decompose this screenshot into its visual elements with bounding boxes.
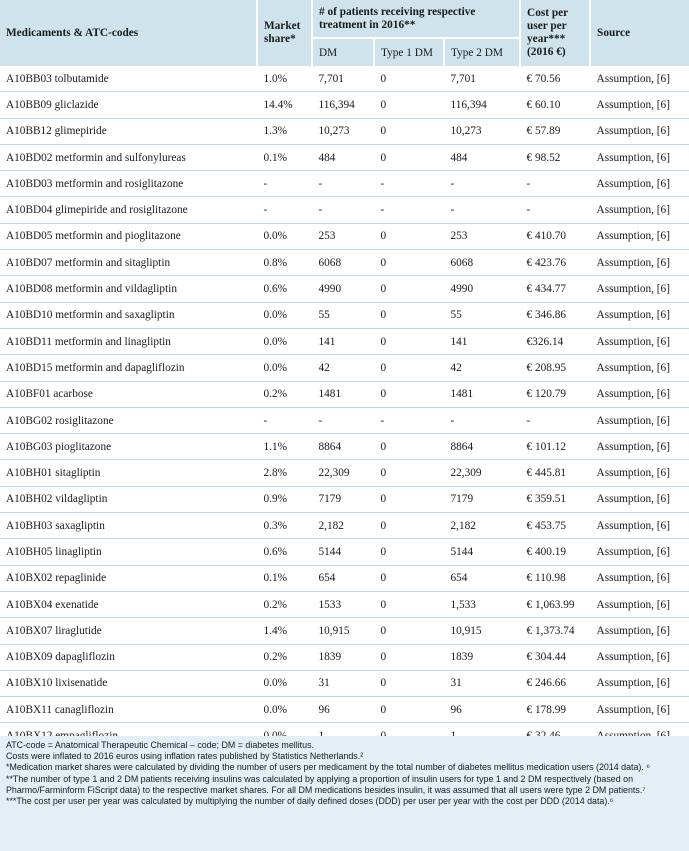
cell-market-share: 0.0% xyxy=(257,302,312,328)
cell-dm-patients: - xyxy=(312,171,374,197)
cell-medicament: A10BB03 tolbutamide xyxy=(0,66,257,92)
cell-type1-patients: - xyxy=(374,407,444,433)
table-row xyxy=(0,670,689,696)
cell-dm-patients: 654 xyxy=(312,565,374,591)
cell-cost: - xyxy=(520,171,590,197)
cell-source: Assumption, [6] xyxy=(590,223,689,249)
cell-dm-patients: 10,915 xyxy=(312,618,374,644)
subheader-type2: Type 2 DM xyxy=(444,38,520,66)
table-row xyxy=(0,355,689,381)
table-row xyxy=(0,460,689,486)
cell-market-share: - xyxy=(257,171,312,197)
cell-source: Assumption, [6] xyxy=(590,644,689,670)
header-source: Source xyxy=(590,0,689,66)
table-row xyxy=(0,591,689,617)
cell-cost: € 1,373.74 xyxy=(520,618,590,644)
cell-market-share: 0.9% xyxy=(257,486,312,512)
cell-medicament: A10BX04 exenatide xyxy=(0,591,257,617)
cell-market-share: 0.0% xyxy=(257,355,312,381)
table-row xyxy=(0,486,689,512)
cell-cost: € 178.99 xyxy=(520,697,590,723)
footnote-market-share: *Medication market shares were calculated by dividing the number of users per medicament by the total number of diabetes mellitus medication users (2014 data). ⁶ xyxy=(6,762,650,773)
table-row xyxy=(0,302,689,328)
cell-cost: € 453.75 xyxy=(520,513,590,539)
cell-medicament: A10BD15 metformin and dapagliflozin xyxy=(0,355,257,381)
table-row xyxy=(0,618,689,644)
cell-source: Assumption, [6] xyxy=(590,355,689,381)
cell-type1-patients: - xyxy=(374,171,444,197)
table-row xyxy=(0,92,689,118)
cell-dm-patients: 6068 xyxy=(312,250,374,276)
cell-type2-patients: 8864 xyxy=(444,434,520,460)
cell-source: Assumption, [6] xyxy=(590,565,689,591)
cell-type1-patients: 0 xyxy=(374,670,444,696)
cell-type2-patients: 96 xyxy=(444,697,520,723)
table-row xyxy=(0,66,689,92)
cell-source: Assumption, [6] xyxy=(590,381,689,407)
footnote-cost: ***The cost per user per year was calculated by multiplying the number of daily defined doses (DDD) per user per year with the cost per DDD (2014 data).⁶ xyxy=(6,796,614,807)
cell-market-share: 0.2% xyxy=(257,381,312,407)
cell-source: Assumption, [6] xyxy=(590,66,689,92)
cell-source: Assumption, [6] xyxy=(590,697,689,723)
cell-medicament: A10BH02 vildagliptin xyxy=(0,486,257,512)
cell-type2-patients: - xyxy=(444,407,520,433)
cell-market-share: 0.0% xyxy=(257,223,312,249)
table-row xyxy=(0,144,689,170)
cell-type2-patients: 141 xyxy=(444,328,520,354)
cell-dm-patients: 22,309 xyxy=(312,460,374,486)
cell-medicament: A10BB12 glimepiride xyxy=(0,118,257,144)
cell-type2-patients: 7179 xyxy=(444,486,520,512)
table-row xyxy=(0,697,689,723)
cell-type1-patients: 0 xyxy=(374,92,444,118)
cell-medicament: A10BG02 rosiglitazone xyxy=(0,407,257,433)
cell-type2-patients: 253 xyxy=(444,223,520,249)
table-row xyxy=(0,328,689,354)
cell-type1-patients: 0 xyxy=(374,355,444,381)
cell-cost: € 346.86 xyxy=(520,302,590,328)
cell-medicament: A10BX11 canagliflozin xyxy=(0,697,257,723)
table-footnotes xyxy=(0,736,689,851)
table-row xyxy=(0,171,689,197)
cell-type1-patients: 0 xyxy=(374,223,444,249)
cell-source: Assumption, [6] xyxy=(590,670,689,696)
cell-type1-patients: 0 xyxy=(374,618,444,644)
cell-dm-patients: 484 xyxy=(312,144,374,170)
subheader-dm: DM xyxy=(312,38,374,66)
cell-dm-patients: 2,182 xyxy=(312,513,374,539)
cell-dm-patients: - xyxy=(312,407,374,433)
header-market-share: Market share* xyxy=(257,0,312,66)
cell-cost: € 208.95 xyxy=(520,355,590,381)
cell-type2-patients: 22,309 xyxy=(444,460,520,486)
cell-source: Assumption, [6] xyxy=(590,144,689,170)
cell-market-share: 2.8% xyxy=(257,460,312,486)
table-row xyxy=(0,407,689,433)
cell-type1-patients: 0 xyxy=(374,276,444,302)
cell-market-share: 0.0% xyxy=(257,670,312,696)
cell-dm-patients: 31 xyxy=(312,670,374,696)
cell-cost: € 70.56 xyxy=(520,66,590,92)
cell-type1-patients: 0 xyxy=(374,697,444,723)
cell-market-share: - xyxy=(257,197,312,223)
cell-type2-patients: 10,273 xyxy=(444,118,520,144)
table-row xyxy=(0,644,689,670)
cell-type1-patients: 0 xyxy=(374,565,444,591)
cell-medicament: A10BX10 lixisenatide xyxy=(0,670,257,696)
cell-medicament: A10BD05 metformin and pioglitazone xyxy=(0,223,257,249)
header-patients: # of patients receiving respective treatment in 2016** xyxy=(312,0,520,38)
table-row xyxy=(0,434,689,460)
cell-market-share: 0.6% xyxy=(257,539,312,565)
cell-market-share: 1.3% xyxy=(257,118,312,144)
cell-medicament: A10BB09 gliclazide xyxy=(0,92,257,118)
cell-type2-patients: 31 xyxy=(444,670,520,696)
table-row xyxy=(0,565,689,591)
cell-market-share: 0.0% xyxy=(257,697,312,723)
cell-type2-patients: 42 xyxy=(444,355,520,381)
table-row xyxy=(0,276,689,302)
cell-source: Assumption, [6] xyxy=(590,276,689,302)
subheader-type1: Type 1 DM xyxy=(374,38,444,66)
cell-type1-patients: 0 xyxy=(374,513,444,539)
cell-medicament: A10BG03 pioglitazone xyxy=(0,434,257,460)
table-row xyxy=(0,250,689,276)
cell-market-share: 0.0% xyxy=(257,328,312,354)
footnote-abbreviations: ATC-code = Anatomical Therapeutic Chemical – code; DM = diabetes mellitus. xyxy=(6,740,314,750)
cell-type1-patients: 0 xyxy=(374,486,444,512)
cell-type2-patients: 5144 xyxy=(444,539,520,565)
cell-dm-patients: 141 xyxy=(312,328,374,354)
cell-medicament: A10BD11 metformin and linagliptin xyxy=(0,328,257,354)
cell-market-share: 1.0% xyxy=(257,66,312,92)
cell-cost: € 57.89 xyxy=(520,118,590,144)
cell-cost: € 423.76 xyxy=(520,250,590,276)
cell-medicament: A10BH03 saxagliptin xyxy=(0,513,257,539)
cell-type1-patients: 0 xyxy=(374,144,444,170)
cell-type2-patients: 484 xyxy=(444,144,520,170)
cell-type1-patients: 0 xyxy=(374,66,444,92)
cell-source: Assumption, [6] xyxy=(590,328,689,354)
cell-type2-patients: 7,701 xyxy=(444,66,520,92)
cell-dm-patients: 1533 xyxy=(312,591,374,617)
cell-dm-patients: 1481 xyxy=(312,381,374,407)
cell-type2-patients: 1481 xyxy=(444,381,520,407)
cell-dm-patients: 42 xyxy=(312,355,374,381)
cell-cost: € 110.98 xyxy=(520,565,590,591)
cell-dm-patients: 253 xyxy=(312,223,374,249)
cell-medicament: A10BD03 metformin and rosiglitazone xyxy=(0,171,257,197)
cell-market-share: 1.1% xyxy=(257,434,312,460)
cell-dm-patients: 4990 xyxy=(312,276,374,302)
cell-dm-patients: 10,273 xyxy=(312,118,374,144)
cell-source: Assumption, [6] xyxy=(590,250,689,276)
cell-dm-patients: 55 xyxy=(312,302,374,328)
cell-medicament: A10BD04 glimepiride and rosiglitazone xyxy=(0,197,257,223)
cell-type2-patients: 55 xyxy=(444,302,520,328)
cell-type1-patients: 0 xyxy=(374,460,444,486)
cell-market-share: 0.2% xyxy=(257,591,312,617)
footnote-inflation: Costs were inflated to 2016 euros using inflation rates published by Statistics Netherlands.² xyxy=(6,751,364,762)
cell-source: Assumption, [6] xyxy=(590,618,689,644)
cell-source: Assumption, [6] xyxy=(590,434,689,460)
cell-type1-patients: 0 xyxy=(374,118,444,144)
cell-cost: € 1,063.99 xyxy=(520,591,590,617)
header-medicaments: Medicaments & ATC-codes xyxy=(0,0,257,66)
cell-market-share: 1.4% xyxy=(257,618,312,644)
cell-cost: € 246.66 xyxy=(520,670,590,696)
cell-cost: € 60.10 xyxy=(520,92,590,118)
cell-type2-patients: 654 xyxy=(444,565,520,591)
cell-type2-patients: - xyxy=(444,197,520,223)
cell-dm-patients: 116,394 xyxy=(312,92,374,118)
cell-type1-patients: 0 xyxy=(374,644,444,670)
cell-type1-patients: 0 xyxy=(374,434,444,460)
cell-type2-patients: 1,533 xyxy=(444,591,520,617)
cell-source: Assumption, [6] xyxy=(590,197,689,223)
cell-medicament: A10BD08 metformin and vildagliptin xyxy=(0,276,257,302)
cell-source: Assumption, [6] xyxy=(590,118,689,144)
cell-medicament: A10BF01 acarbose xyxy=(0,381,257,407)
cell-medicament: A10BD02 metformin and sulfonylureas xyxy=(0,144,257,170)
cell-source: Assumption, [6] xyxy=(590,302,689,328)
cell-type2-patients: 10,915 xyxy=(444,618,520,644)
cell-source: Assumption, [6] xyxy=(590,407,689,433)
cell-medicament: A10BH01 sitagliptin xyxy=(0,460,257,486)
cell-medicament: A10BD10 metformin and saxagliptin xyxy=(0,302,257,328)
cell-type2-patients: 2,182 xyxy=(444,513,520,539)
cell-market-share: 14.4% xyxy=(257,92,312,118)
cell-medicament: A10BX07 liraglutide xyxy=(0,618,257,644)
table-row xyxy=(0,223,689,249)
cell-medicament: A10BD07 metformin and sitagliptin xyxy=(0,250,257,276)
cell-market-share: 0.3% xyxy=(257,513,312,539)
cell-type1-patients: - xyxy=(374,197,444,223)
table-row xyxy=(0,118,689,144)
cell-cost: €326.14 xyxy=(520,328,590,354)
cell-dm-patients: 7179 xyxy=(312,486,374,512)
cell-dm-patients: 96 xyxy=(312,697,374,723)
table-row xyxy=(0,381,689,407)
cell-type1-patients: 0 xyxy=(374,591,444,617)
cell-dm-patients: 5144 xyxy=(312,539,374,565)
cell-market-share: 0.1% xyxy=(257,144,312,170)
cell-type2-patients: 116,394 xyxy=(444,92,520,118)
cell-cost: € 304.44 xyxy=(520,644,590,670)
cell-market-share: - xyxy=(257,407,312,433)
cell-medicament: A10BX09 dapagliflozin xyxy=(0,644,257,670)
cell-cost: € 101.12 xyxy=(520,434,590,460)
cell-type1-patients: 0 xyxy=(374,539,444,565)
cell-cost: € 434.77 xyxy=(520,276,590,302)
cell-source: Assumption, [6] xyxy=(590,171,689,197)
cell-market-share: 0.2% xyxy=(257,644,312,670)
cell-cost: - xyxy=(520,407,590,433)
cell-cost: € 120.79 xyxy=(520,381,590,407)
cell-source: Assumption, [6] xyxy=(590,539,689,565)
cell-type1-patients: 0 xyxy=(374,302,444,328)
cell-source: Assumption, [6] xyxy=(590,92,689,118)
table-row xyxy=(0,513,689,539)
cell-cost: € 98.52 xyxy=(520,144,590,170)
cell-dm-patients: 1839 xyxy=(312,644,374,670)
cell-cost: - xyxy=(520,197,590,223)
cell-type2-patients: 1839 xyxy=(444,644,520,670)
cell-source: Assumption, [6] xyxy=(590,591,689,617)
cell-type1-patients: 0 xyxy=(374,328,444,354)
table-row xyxy=(0,197,689,223)
cell-cost: € 445.81 xyxy=(520,460,590,486)
cell-type1-patients: 0 xyxy=(374,250,444,276)
cell-type2-patients: 6068 xyxy=(444,250,520,276)
footnote-patients: **The number of type 1 and 2 DM patients receiving insulins was calculated by applying a proportion of insulin users for type 1 and 2 DM respectively (based on Pharmo/Farminform FiScript data) to the respective market shares. For all DM medications besides insulin, it was assumed that all users were type 2 DM patients.⁷ xyxy=(6,773,646,795)
cell-source: Assumption, [6] xyxy=(590,460,689,486)
cell-cost: € 400.19 xyxy=(520,539,590,565)
table-body xyxy=(0,66,689,749)
cell-market-share: 0.8% xyxy=(257,250,312,276)
cell-cost: € 410.70 xyxy=(520,223,590,249)
header-cost: Cost per user per year*** (2016 €) xyxy=(520,0,590,66)
cell-market-share: 0.1% xyxy=(257,565,312,591)
cell-medicament: A10BX02 repaglinide xyxy=(0,565,257,591)
cell-type2-patients: - xyxy=(444,171,520,197)
cell-dm-patients: 8864 xyxy=(312,434,374,460)
cell-medicament: A10BH05 linagliptin xyxy=(0,539,257,565)
cell-dm-patients: 7,701 xyxy=(312,66,374,92)
cell-cost: € 359.51 xyxy=(520,486,590,512)
table-row xyxy=(0,539,689,565)
cell-source: Assumption, [6] xyxy=(590,513,689,539)
cell-type2-patients: 4990 xyxy=(444,276,520,302)
cell-market-share: 0.6% xyxy=(257,276,312,302)
cell-source: Assumption, [6] xyxy=(590,486,689,512)
cell-type1-patients: 0 xyxy=(374,381,444,407)
cell-dm-patients: - xyxy=(312,197,374,223)
